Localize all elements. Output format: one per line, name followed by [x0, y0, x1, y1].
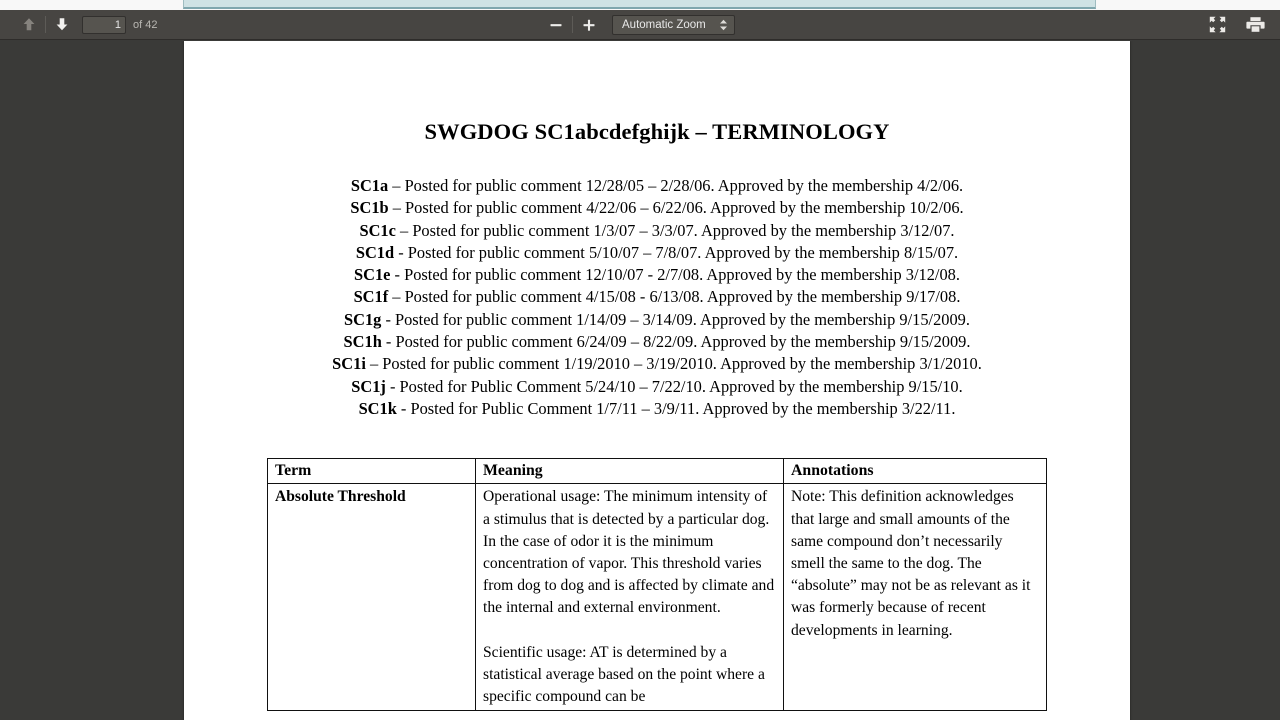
revision-code: SC1k	[358, 398, 397, 418]
meaning-paragraph-operational: Operational usage: The minimum intensity of a stimulus that is detected by a particular dog. In the case of odor it is the minimum concentration of vapor. This threshold varies from dog to dog and is affected by climate and the internal and external environment.	[483, 488, 775, 617]
zoom-out-button[interactable]	[545, 14, 567, 36]
fullscreen-button[interactable]	[1206, 14, 1228, 36]
zoom-in-button[interactable]	[578, 14, 600, 36]
revision-code: SC1e	[354, 265, 391, 285]
revision-code: SC1d	[355, 242, 395, 262]
revision-code: SC1a	[350, 176, 389, 195]
column-header-annotations: Annotations	[784, 459, 1047, 484]
revision-line: SC1d - Posted for public comment 5/10/07 – 7/8/07. Approved by the membership 8/15/07.	[355, 242, 959, 262]
column-header-meaning: Meaning	[476, 459, 784, 484]
revision-code: SC1f	[353, 287, 389, 307]
cell-meaning	[476, 484, 784, 711]
cell-annotations: Note: This definition acknowledges that large and small amounts of the same compound don’t necessarily smell the same to the dog. The “absolute” may not be as relevant as it was formerly because of recent developments in learning.	[784, 484, 1047, 711]
pdf-page-1	[184, 41, 1130, 720]
pdf-toolbar-center-group	[0, 10, 1280, 40]
previous-page-button[interactable]	[18, 14, 40, 36]
pdf-toolbar-right-group	[1206, 10, 1266, 40]
revision-code: SC1h	[343, 332, 382, 352]
table-row	[268, 484, 1047, 711]
meaning-paragraph-scientific: Scientific usage: AT is determined by a statistical average based on the point where a specific compound can be	[483, 643, 765, 706]
document-title: SWGDOG SC1abcdefghijk – TERMINOLOGY	[424, 119, 890, 144]
revision-line: SC1i – Posted for public comment 1/19/2010 – 3/19/2010. Approved by the membership 3/1/2010.	[332, 354, 982, 374]
arrow-up-icon	[22, 17, 36, 32]
pdf-toolbar-left-group	[0, 10, 157, 39]
revision-line: SC1c – Posted for public comment 1/3/07 – 3/3/07. Approved by the membership 3/12/07.	[359, 220, 955, 240]
browser-url-bar[interactable]	[183, 0, 1096, 9]
revision-line: SC1e - Posted for public comment 12/10/07 - 2/7/08. Approved by the membership 3/12/08.	[354, 265, 960, 285]
revision-line: SC1h - Posted for public comment 6/24/09 – 8/22/09. Approved by the membership 9/15/2009.	[343, 332, 971, 352]
plus-icon	[582, 18, 596, 32]
column-header-term: Term	[268, 459, 476, 484]
revision-code: SC1j	[351, 376, 386, 396]
toolbar-divider	[45, 16, 46, 33]
revision-code: SC1c	[359, 220, 396, 240]
document-content	[184, 41, 1130, 711]
revision-line: SC1k - Posted for Public Comment 1/7/11 – 3/9/11. Approved by the membership 3/22/11.	[358, 398, 956, 418]
minus-icon	[549, 18, 563, 32]
zoom-level-label: Automatic Zoom	[622, 18, 706, 31]
cell-term: Absolute Threshold	[268, 484, 476, 711]
print-icon	[1246, 16, 1265, 33]
next-page-button[interactable]	[51, 14, 73, 36]
toolbar-divider-zoom	[572, 16, 573, 33]
pdf-viewer-area[interactable]	[0, 41, 1280, 720]
revision-line: SC1f – Posted for public comment 4/15/08 - 6/13/08. Approved by the membership 9/17/08.	[353, 287, 961, 307]
browser-chrome-strip	[0, 0, 1280, 10]
revision-line: SC1g - Posted for public comment 1/14/09 – 3/14/09. Approved by the membership 9/15/2009.	[344, 309, 970, 329]
print-button[interactable]	[1244, 14, 1266, 36]
revision-code: SC1g	[344, 309, 382, 329]
revision-code: SC1i	[332, 354, 366, 374]
table-header-row	[268, 459, 1047, 484]
revision-line: SC1a – Posted for public comment 12/28/05 – 2/28/06. Approved by the membership 4/2/06.	[350, 176, 964, 195]
pdf-toolbar	[0, 10, 1280, 40]
page-number-input[interactable]	[82, 16, 126, 34]
revision-line: SC1b – Posted for public comment 4/22/06 – 6/22/06. Approved by the membership 10/2/06.	[350, 198, 964, 218]
page-count-label: of 42	[133, 18, 158, 31]
zoom-level-select[interactable]	[612, 15, 735, 35]
arrow-down-icon	[55, 17, 69, 32]
terminology-table	[267, 458, 1047, 711]
spinner-up-down-icon	[719, 19, 728, 31]
revision-history-list	[224, 175, 1090, 420]
revision-line: SC1j - Posted for Public Comment 5/24/10 – 7/22/10. Approved by the membership 9/15/10.	[351, 376, 963, 396]
revision-code: SC1b	[350, 198, 389, 218]
fullscreen-icon	[1209, 16, 1226, 33]
